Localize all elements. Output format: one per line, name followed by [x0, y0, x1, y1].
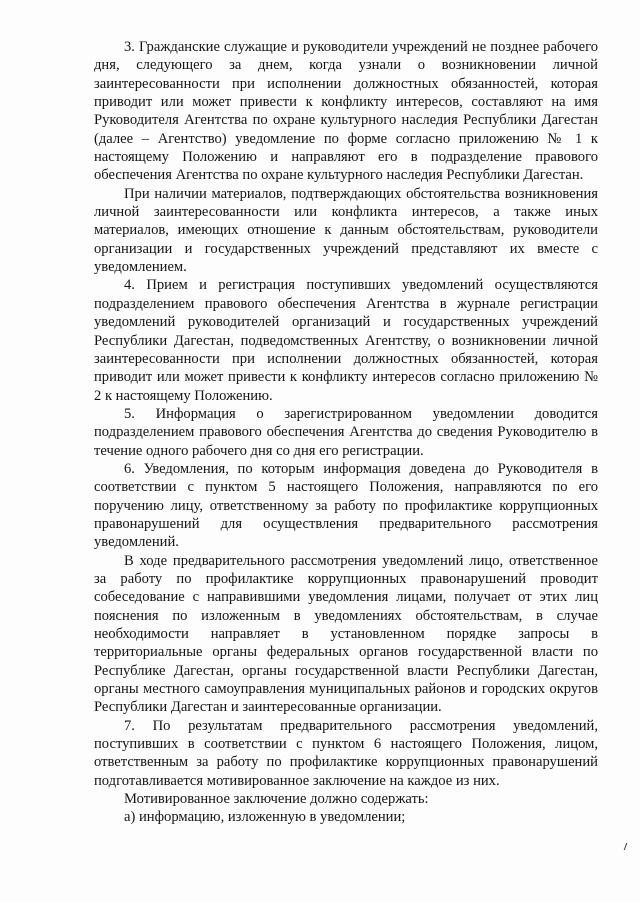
document-body: [94, 38, 598, 827]
paragraph-preliminary-review: В ходе предварительного рассмотрения уведомлений лицо, ответственное за работу по профилактике коррупционных правонарушений проводит собеседование с направившими уведомления лицами, получает от этих лиц пояснения по изложенным в уведомлениях обстоятельствам, в случае необходимости направляет в установленном порядке запросы в территориальные органы федеральных органов государственной власти по Республике Дагестан, органы государственной власти Республики Дагестан, органы местного самоуправления муниципальных районов и городских округов Республики Дагестан и заинтересованные организации.: [94, 552, 598, 716]
paragraph-materials: При наличии материалов, подтверждающих обстоятельства возникновения личной заинтересованности или конфликта интересов, а также иных материалов, имеющих отношение к данным обстоятельствам, руководители организации и государственных учреждений представляют их вместе с уведомлением.: [94, 185, 598, 276]
paragraph-conclusion-item-a: а) информацию, изложенную в уведомлении;: [124, 809, 406, 826]
paragraph-conclusion-intro: Мотивированное заключение должно содержать:: [124, 791, 429, 808]
paragraph-item-3: 3. Гражданские служащие и руководители учреждений не позднее рабочего дня, следующего за днем, когда узнали о возникновении личной заинтересованности при исполнении должностных обязанностей, которая приводит или может привести к конфликту интересов, составляют на имя Руководителя Агентства по охране культурного наследия Республики Дагестан (далее – Агентство) уведомление по форме согласно приложению № 1 к настоящему Положению и направляют его в подразделение правового обеспечения Агентства по охране культурного наследия Республики Дагестан.: [94, 39, 598, 184]
scan-mark: [619, 843, 628, 850]
paragraph-item-7: 7. По результатам предварительного рассмотрения уведомлений, поступивших в соответствии с пунктом 6 настоящего Положения, лицом, ответственным за работу по профилактике коррупционных правонарушений подготавливается мотивированное заключение на каждое из них.: [94, 717, 598, 789]
paragraph-item-6: 6. Уведомления, по которым информация доведена до Руководителя в соответствии с пунктом 5 настоящего Положения, направляются по его поручению лицу, ответственному за работу по профилактике коррупционных правонарушений для осуществления предварительного рассмотрения уведомлений.: [94, 460, 598, 551]
paragraph-item-4: 4. Прием и регистрация поступивших уведомлений осуществляются подразделением правового обеспечения Агентства в журнале регистрации уведомлений руководителей организаций и государственных учреждений Республики Дагестан, подведомственных Агентству, о возникновении личной заинтересованности при исполнении должностных обязанностей, которая приводит или может привести к конфликту интересов согласно приложению № 2 к настоящему Положению.: [94, 277, 598, 404]
paragraph-item-5: 5. Информация о зарегистрированном уведомлении доводится подразделением правового обеспечения Агентства до сведения Руководителю в течение одного рабочего дня со дня его регистрации.: [94, 405, 598, 459]
